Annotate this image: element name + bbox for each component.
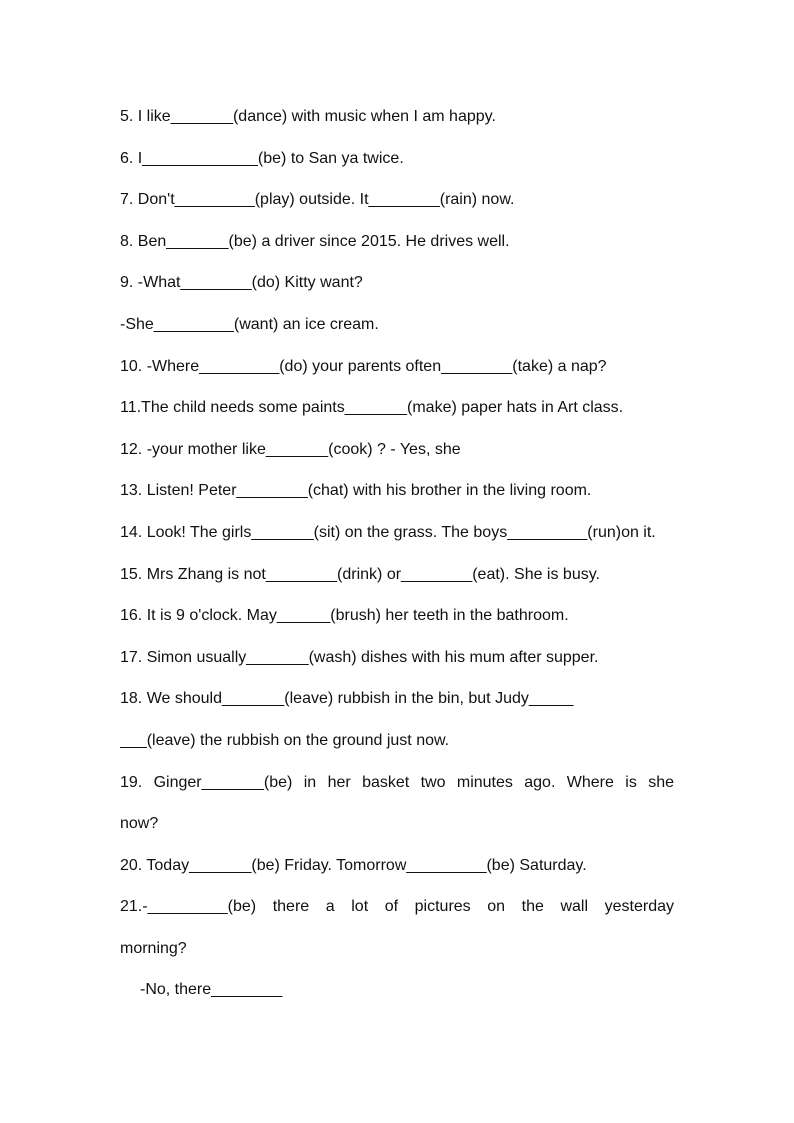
exercise-line-9a: 9. -What________(do) Kitty want? [120, 274, 363, 292]
exercise-line-21c: -No, there________ [140, 981, 283, 999]
exercise-line-17: 17. Simon usually_______(wash) dishes with his mum after supper. [120, 648, 599, 666]
exercise-list [120, 104, 674, 1019]
exercise-line-5: 5. I like_______(dance) with music when I am happy. [120, 108, 496, 125]
exercise-line-7: 7. Don't_________(play) outside. It________(rain) now. [120, 191, 515, 209]
exercise-line-15: 15. Mrs Zhang is not________(drink) or________(eat). She is busy. [120, 565, 600, 583]
exercise-line-19b: now? [120, 815, 159, 833]
exercise-line-16: 16. It is 9 o'clock. May______(brush) her teeth in the bathroom. [120, 607, 569, 625]
exercise-line-10: 10. -Where_________(do) your parents often________(take) a nap? [120, 357, 607, 375]
exercise-line-6: 6. I_____________(be) to San ya twice. [120, 149, 404, 167]
exercise-line-18a: 18. We should_______(leave) rubbish in the bin, but Judy_____ [120, 690, 574, 708]
exercise-line-8: 8. Ben_______(be) a driver since 2015. He drives well. [120, 232, 510, 250]
exercise-line-11: 11.The child needs some paints_______(make) paper hats in Art class. [120, 399, 624, 417]
exercise-line-21b: morning? [120, 939, 187, 957]
exercise-line-12: 12. -your mother like_______(cook) ? - Yes, she [120, 440, 461, 458]
exercise-line-19a: 19. Ginger_______(be) in her basket two minutes ago. Where is she [120, 773, 674, 791]
exercise-line-21a: 21.-_________(be) there a lot of pictures on the wall yesterday [120, 898, 674, 916]
exercise-line-20: 20. Today_______(be) Friday. Tomorrow_________(be) Saturday. [120, 856, 587, 874]
exercise-line-9b: -She_________(want) an ice cream. [120, 315, 379, 333]
exercise-line-13: 13. Listen! Peter________(chat) with his brother in the living room. [120, 482, 592, 500]
exercise-line-18b: ___(leave) the rubbish on the ground just now. [120, 731, 450, 749]
exercise-line-14: 14. Look! The girls_______(sit) on the grass. The boys_________(run)on it. [120, 523, 656, 541]
